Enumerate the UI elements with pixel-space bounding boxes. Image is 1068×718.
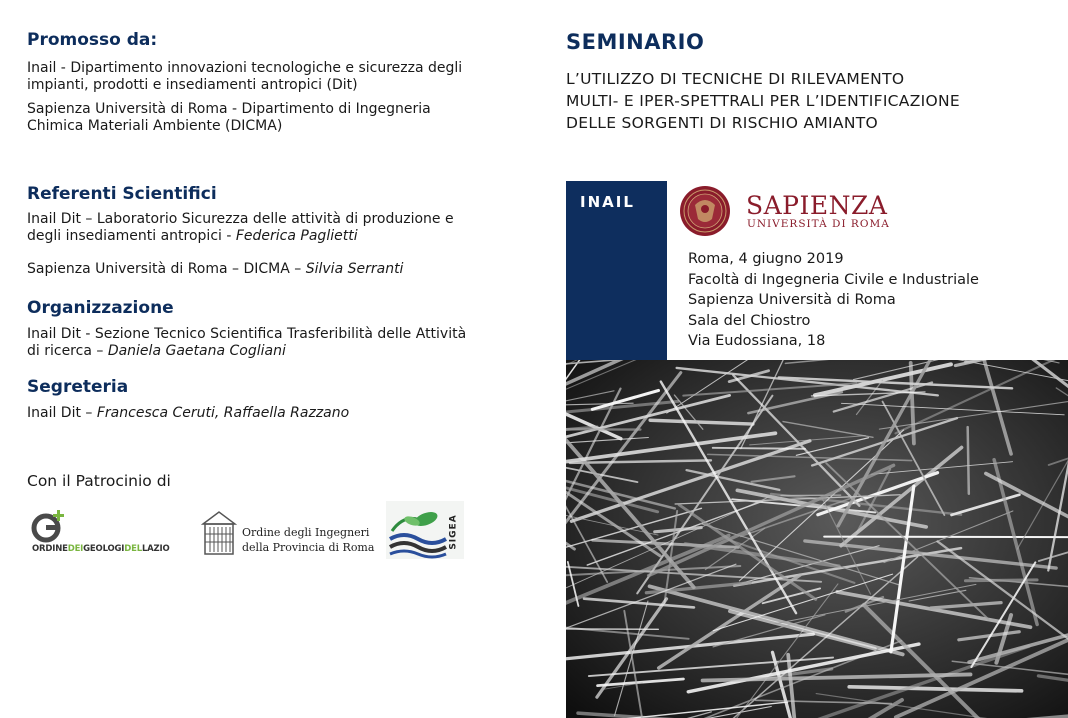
venue-university: Sapienza Università di Roma xyxy=(688,292,896,309)
segreteria-heading: Segreteria xyxy=(27,377,129,397)
venue-room: Sala del Chiostro xyxy=(688,312,811,329)
fiber-strand xyxy=(713,448,805,449)
ingegneri-line: Ordine degli Ingegneri xyxy=(242,526,370,539)
asbestos-micrograph xyxy=(566,360,1068,718)
venue-address: Via Eudossiana, 18 xyxy=(688,333,826,350)
promosso-line: Chimica Materiali Ambiente (DICMA) xyxy=(27,118,283,134)
seminar-title: SEMINARIO xyxy=(566,30,705,54)
building-icon xyxy=(201,510,237,556)
organizzazione-line: Inail Dit - Sezione Tecnico Scientifica Trasferibilità delle Attività xyxy=(27,326,467,342)
seminar-subtitle xyxy=(566,68,1066,134)
subtitle-line: DELLE SORGENTI DI RISCHIO AMIANTO xyxy=(566,114,878,132)
referenti-text: Sapienza Università di Roma – DICMA – xyxy=(27,261,306,277)
segreteria-block xyxy=(27,405,527,422)
venue-block xyxy=(688,249,1068,352)
referente-name: Silvia Serranti xyxy=(305,261,404,277)
sapienza-wordmark xyxy=(746,191,890,230)
geologi-word: DEI xyxy=(67,544,84,554)
referenti-block xyxy=(27,211,527,278)
promosso-line: Inail - Dipartimento innovazioni tecnologiche e sicurezza degli xyxy=(27,60,463,76)
referenti-line: Inail Dit – Laboratorio Sicurezza delle attività di produzione e xyxy=(27,211,454,227)
referenti-line xyxy=(27,261,527,278)
sapienza-name: SAPIENZA xyxy=(746,191,888,220)
venue-date: Roma, 4 giugno 2019 xyxy=(688,251,844,267)
sigea-vertical xyxy=(446,509,462,555)
geologi-word: DEL xyxy=(124,544,142,554)
organizzatore-name: Daniela Gaetana Cogliani xyxy=(107,343,286,359)
geologi-wordmark xyxy=(32,544,169,554)
fiber-strand xyxy=(824,537,1068,538)
referenti-heading: Referenti Scientifici xyxy=(27,184,217,204)
sapienza-sub: UNIVERSITÀ DI ROMA xyxy=(747,218,890,230)
ingegneri-text xyxy=(242,525,374,555)
geologi-word: LAZIO xyxy=(141,544,170,554)
inail-logo-text: INAIL xyxy=(580,193,635,211)
venue-faculty: Facoltà di Ingegneria Civile e Industriale xyxy=(688,271,979,288)
fiber-strand xyxy=(968,427,969,494)
geologi-logo xyxy=(30,508,170,558)
geologi-mark-icon xyxy=(30,508,70,544)
fiber-strand xyxy=(566,628,658,629)
segreteria-names: Francesca Ceruti, Raffaella Razzano xyxy=(96,405,350,421)
promosso-line: Sapienza Università di Roma - Dipartimento di Ingegneria xyxy=(27,101,431,117)
promosso-line: impianti, prodotti e insediamenti antropici (Dit) xyxy=(27,77,358,93)
organizzazione-text: di ricerca – xyxy=(27,343,108,359)
organizzazione-heading: Organizzazione xyxy=(27,298,174,318)
referenti-line xyxy=(27,228,527,245)
referenti-text: degli insediamenti antropici - xyxy=(27,228,236,244)
geologi-word: GEOLOGI xyxy=(83,544,125,554)
sapienza-seal-icon xyxy=(679,183,731,239)
segreteria-text: Inail Dit – xyxy=(27,405,97,421)
promosso-heading: Promosso da: xyxy=(27,30,158,50)
sigea-logo xyxy=(386,501,464,559)
subtitle-line: MULTI- E IPER-SPETTRALI PER L’IDENTIFICAZIONE xyxy=(566,92,960,110)
fiber-strand xyxy=(566,429,640,430)
referente-name: Federica Paglietti xyxy=(235,228,358,244)
ingegneri-logo xyxy=(201,510,375,560)
segreteria-line xyxy=(27,405,527,422)
organizzazione-line xyxy=(27,343,527,360)
patrocinio-label: Con il Patrocinio di xyxy=(27,472,171,490)
inail-logo-box xyxy=(566,181,667,380)
subtitle-line: L’UTILIZZO DI TECNICHE DI RILEVAMENTO xyxy=(566,70,905,88)
promosso-block xyxy=(27,60,527,135)
sigea-text: SIGEA xyxy=(449,514,459,550)
organizzazione-block xyxy=(27,326,527,360)
fiber-image xyxy=(566,360,1068,718)
geologi-word: ORDINE xyxy=(32,544,68,554)
ingegneri-line: della Provincia di Roma xyxy=(242,541,375,554)
